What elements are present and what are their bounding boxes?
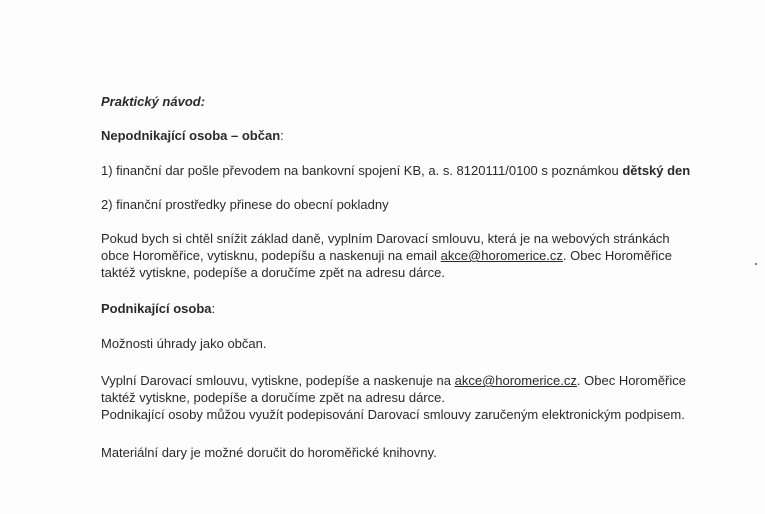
section2-options: Možnosti úhrady jako občan.	[101, 336, 267, 351]
document-heading: Praktický návod:	[101, 94, 206, 109]
section2-para-line3: Podnikající osoby můžou využít podepisování Darovací smlouvy zaručeným elektronickým podpisem.	[101, 407, 685, 422]
section2-paragraph	[101, 372, 686, 423]
footer-text: Materiální dary je možné doručit do horoměřické knihovny.	[101, 445, 437, 460]
section1-email-link[interactable]: akce@horomerice.cz	[440, 248, 563, 263]
section1-item2: 2) finanční prostředky přinese do obecní pokladny	[101, 197, 389, 212]
scan-speck	[755, 263, 757, 265]
section1-para-line2-pre: obce Horoměřice, vytisknu, podepíšu a naskenuji na email	[101, 248, 441, 263]
section1-title	[101, 127, 284, 144]
section2-para-line1	[101, 372, 686, 389]
section1-title-suffix: :	[280, 128, 284, 143]
section1-para-line2-post: . Obec Horoměřice	[562, 248, 673, 263]
section2-email-link[interactable]: akce@horomerice.cz	[454, 373, 577, 388]
section1-paragraph	[101, 230, 672, 281]
section2-title-suffix: :	[211, 301, 216, 316]
section1-item1-text: 1) finanční dar pošle převodem na bankovní spojení KB, a. s. 8120111/0100 s poznámkou	[101, 163, 623, 178]
section1-para-line3: taktéž vytiskne, podepíše a doručíme zpět na adresu dárce.	[101, 265, 445, 280]
section1-para-line2	[101, 247, 672, 264]
section1-title-text: Nepodnikající osoba – občan	[101, 128, 281, 143]
section2-title-text: Podnikající osoba	[101, 301, 212, 316]
section2-para-line1-pre: Vyplní Darovací smlouvu, vytiskne, podepíše a naskenuje na	[101, 373, 455, 388]
section2-para-line1-post: . Obec Horoměřice	[576, 373, 686, 388]
section2-title	[101, 300, 215, 317]
section2-para-line2: taktéž vytiskne, podepíše a doručíme zpět na adresu dárce.	[101, 390, 445, 405]
section1-item1	[101, 162, 690, 179]
section1-item1-bold: dětský den	[622, 163, 691, 178]
section1-para-line1: Pokud bych si chtěl snížit základ daně, vyplním Darovací smlouvu, která je na webových stránkách	[101, 231, 670, 246]
